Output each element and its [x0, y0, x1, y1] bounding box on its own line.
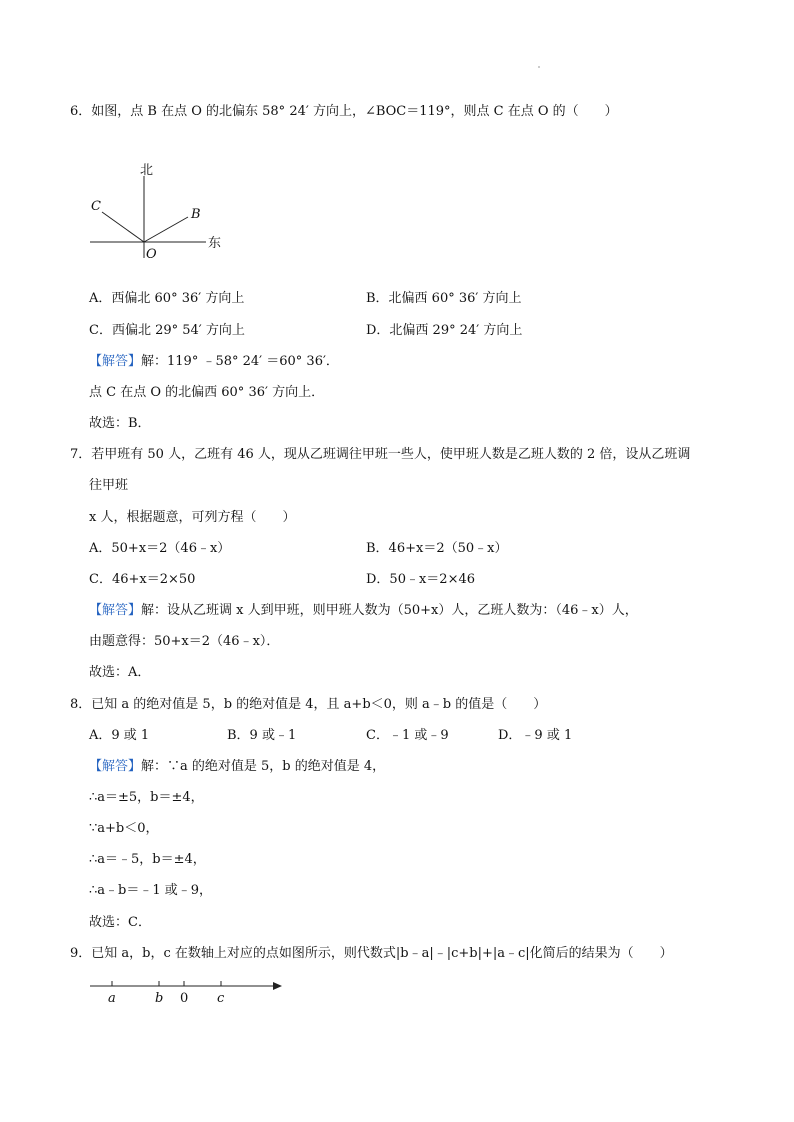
label-o: O	[146, 247, 157, 262]
q8-answer-line6: 故选：C．	[89, 915, 151, 930]
q8-answer-line3: ∵a+b＜0，	[89, 821, 159, 836]
ray-ob	[144, 217, 188, 242]
q8-option-c: C．﹣1 或﹣9	[366, 728, 449, 743]
label-c: c	[217, 991, 225, 1006]
q7-option-b: B．46+x＝2（50﹣x）	[366, 541, 508, 556]
q9-stem: 9．已知 a，b，c 在数轴上对应的点如图所示，则代数式|b﹣a|﹣|c+b|+|a﹣c|化简后的结果为（ ）	[70, 946, 673, 961]
q6-answer-line3: 故选：B．	[89, 416, 151, 431]
q6-direction-figure	[88, 158, 228, 267]
q7-answer-line2: 由题意得：50+x＝2（46﹣x）．	[89, 634, 280, 649]
label-c: C	[91, 199, 101, 214]
q8-stem: 8．已知 a 的绝对值是 5，b 的绝对值是 4，且 a+b＜0，则 a﹣b 的值是（ ）	[70, 697, 547, 712]
answer-tag: 【解答】	[89, 354, 142, 369]
answer-tag: 【解答】	[89, 759, 142, 774]
compass-diagram	[88, 158, 228, 263]
scan-mark	[538, 66, 540, 68]
q6-option-c: C．西偏北 29° 54′ 方向上	[89, 323, 245, 338]
q6-option-b: B．北偏西 60° 36′ 方向上	[366, 291, 522, 306]
label-east: 东	[208, 236, 222, 251]
q8-answer-line5: ∴a﹣b＝﹣1 或﹣9，	[89, 883, 213, 898]
q6-answer-line2: 点 C 在点 O 的北偏西 60° 36′ 方向上．	[89, 385, 325, 400]
q6-option-a: A．西偏北 60° 36′ 方向上	[89, 291, 245, 306]
label-zero: 0	[180, 991, 189, 1006]
q7-stem-line2: 往甲班	[89, 478, 129, 493]
q8-option-b: B．9 或﹣1	[227, 728, 297, 743]
q6-stem: 6．如图，点 B 在点 O 的北偏东 58° 24′ 方向上，∠BOC＝119°，则点 C 在点 O 的（ ）	[70, 104, 618, 119]
q8-answer-line2: ∴a＝±5，b＝±4，	[89, 790, 204, 805]
answer-tag: 【解答】	[89, 603, 142, 618]
number-line-diagram	[88, 975, 288, 1007]
label-north: 北	[140, 163, 154, 178]
q7-option-c: C．46+x＝2×50	[89, 572, 196, 587]
q7-answer-line1: 【解答】解：设从乙班调 x 人到甲班，则甲班人数为（50+x）人，乙班人数为：（46﹣x）人，	[89, 603, 638, 618]
q9-number-line	[88, 975, 288, 1011]
q7-option-a: A．50+x＝2（46﹣x）	[89, 541, 231, 556]
q8-answer-line4: ∴a＝﹣5，b＝±4，	[89, 852, 206, 867]
axis-arrow	[273, 982, 282, 990]
q7-answer-line3: 故选：A．	[89, 665, 151, 680]
q6-answer-line1: 【解答】解：119° ﹣58° 24′ ＝60° 36′．	[89, 354, 339, 369]
q8-option-d: D．﹣9 或 1	[498, 728, 573, 743]
ray-oc	[102, 212, 144, 242]
q8-option-a: A．9 或 1	[89, 728, 150, 743]
q6-option-d: D．北偏西 29° 24′ 方向上	[366, 323, 523, 338]
q8-answer-line1: 【解答】解：∵a 的绝对值是 5，b 的绝对值是 4，	[89, 759, 386, 774]
label-b: b	[155, 991, 164, 1006]
q7-stem-line3: x 人，根据题意，可列方程（ ）	[89, 510, 296, 525]
q7-option-d: D．50﹣x＝2×46	[366, 572, 476, 587]
label-b: B	[191, 207, 201, 222]
label-a: a	[108, 991, 116, 1006]
q7-stem-line1: 7．若甲班有 50 人，乙班有 46 人，现从乙班调往甲班一些人，使甲班人数是乙班人数的 2 倍，设从乙班调	[70, 447, 691, 462]
